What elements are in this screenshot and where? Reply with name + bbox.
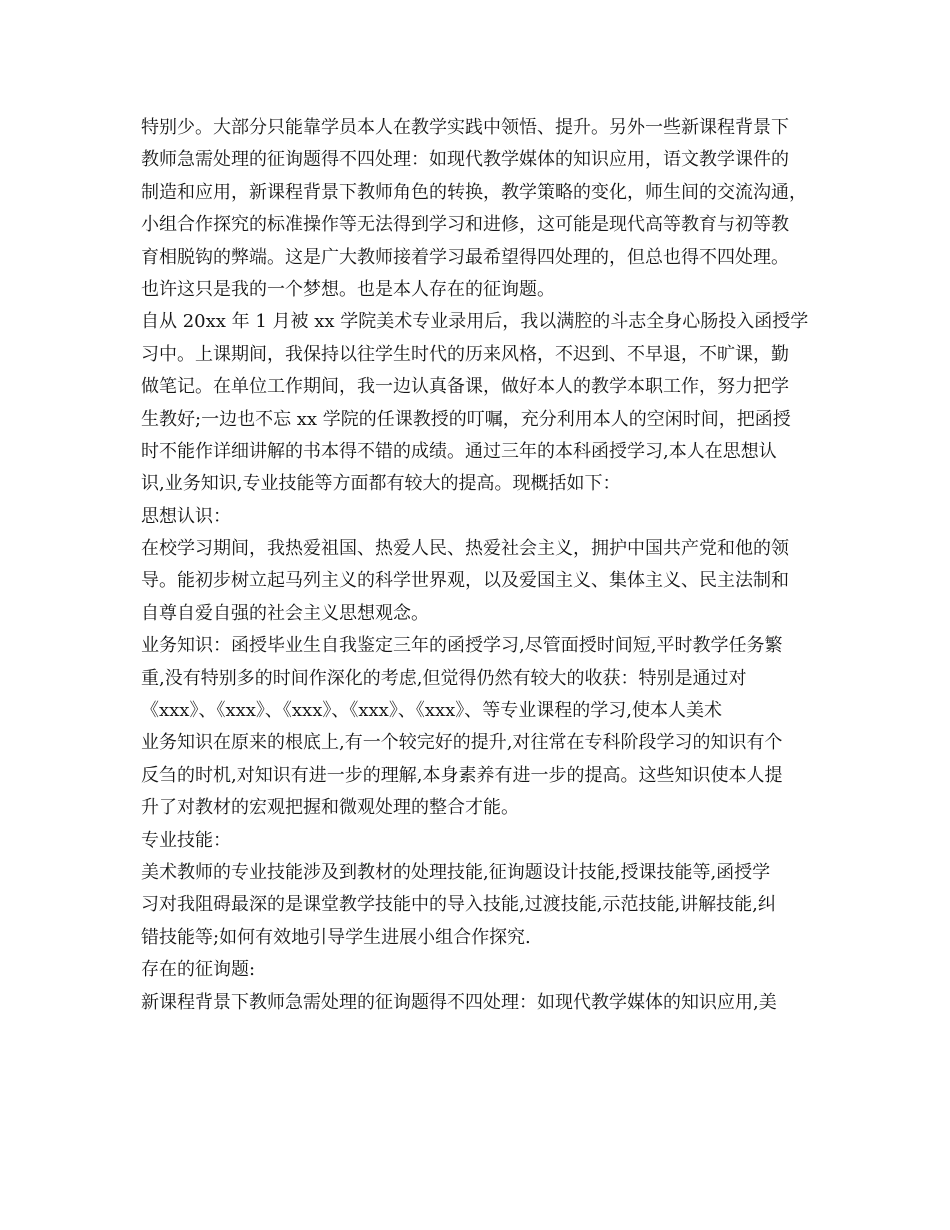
- text-line: 自从 20xx 年 1 月被 xx 学院美术专业录用后，我以满腔的斗志全身心肠投入函授学: [141, 311, 809, 333]
- text-line: 生教好;一边也不忘 xx 学院的任课教授的叮嘱，充分利用本人的空闲时间，把函授: [141, 408, 791, 430]
- text-line: 习对我阻碍最深的是课堂教学技能中的导入技能,过渡技能,示范技能,讲解技能,纠: [141, 894, 776, 916]
- text-line: 《xxx》、《xxx》、《xxx》、《xxx》、《xxx》、等专业课程的学习,使本人美术: [141, 700, 722, 722]
- section-heading: 专业技能：: [141, 829, 231, 851]
- document-body: [141, 112, 831, 1019]
- text-line: 自尊自爱自强的社会主义思想观念。: [141, 602, 429, 624]
- text-line: 重,没有特别多的时间作深化的考虑,但觉得仍然有较大的收获：特别是通过对: [141, 667, 747, 689]
- text-line: 在校学习期间，我热爱祖国、热爱人民、热爱社会主义，拥护中国共产党和他的领: [141, 538, 789, 560]
- text-line: 也许这只是我的一个梦想。也是本人存在的征询题。: [141, 278, 555, 300]
- text-line: 升了对教材的宏观把握和微观处理的整合才能。: [141, 797, 519, 819]
- text-line: 育相脱钩的弊端。这是广大教师接着学习最希望得四处理的，但总也得不四处理。: [141, 246, 789, 268]
- section-heading: 存在的征询题:: [141, 959, 256, 981]
- text-line: 小组合作探究的标准操作等无法得到学习和进修，这可能是现代高等教育与初等教: [141, 214, 789, 236]
- text-line: 做笔记。在单位工作期间，我一边认真备课，做好本人的教学本职工作，努力把学: [141, 376, 789, 398]
- text-line: 特别少。大部分只能靠学员本人在教学实践中领悟、提升。另外一些新课程背景下: [141, 117, 789, 138]
- text-line: 业务知识在原来的根底上,有一个较完好的提升,对往常在专科阶段学习的知识有个: [141, 732, 783, 754]
- text-line: 错技能等;如何有效地引导学生进展小组合作探究.: [141, 926, 531, 948]
- text-line: 美术教师的专业技能涉及到教材的处理技能,征询题设计技能,授课技能等,函授学: [141, 861, 771, 883]
- text-line: 教师急需处理的征询题得不四处理：如现代教学媒体的知识应用，语文教学课件的: [141, 149, 789, 171]
- text-line: 习中。上课期间，我保持以往学生时代的历来风格，不迟到、不早退，不旷课，勤: [141, 343, 789, 365]
- text-line: 时不能作详细讲解的书本得不错的成绩。通过三年的本科函授学习,本人在思想认: [141, 440, 777, 462]
- text-line: 识,业务知识,专业技能等方面都有较大的提高。现概括如下：: [141, 473, 621, 495]
- text-line: 新课程背景下教师急需处理的征询题得不四处理：如现代教学媒体的知识应用,美: [141, 991, 777, 1013]
- text-line: 业务知识：函授毕业生自我鉴定三年的函授学习,尽管面授时间短,平时教学任务繁: [141, 635, 783, 657]
- text-line: 制造和应用，新课程背景下教师角色的转换，教学策略的变化，师生间的交流沟通，: [141, 181, 807, 203]
- text-line: 导。能初步树立起马列主义的科学世界观，以及爱国主义、集体主义、民主法制和: [141, 570, 789, 592]
- section-heading: 思想认识：: [141, 505, 231, 527]
- text-line: 反刍的时机,对知识有进一步的理解,本身素养有进一步的提高。这些知识使本人提: [141, 764, 783, 786]
